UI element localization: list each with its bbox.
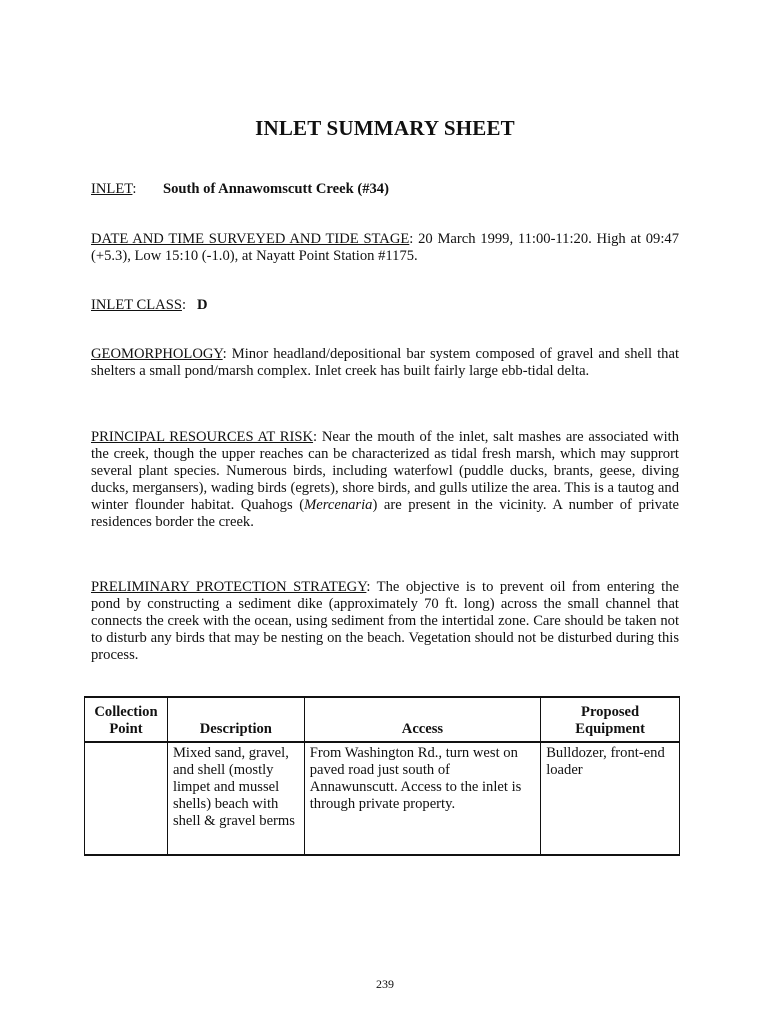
resources-paragraph <box>91 429 679 531</box>
cell-equipment: Bulldozer, front-end loader <box>541 742 680 855</box>
table-header-row <box>85 697 680 742</box>
page-title: INLET SUMMARY SHEET <box>255 116 515 140</box>
resources-species-name: Mercenaria <box>304 497 373 513</box>
inlet-class-line <box>91 297 679 314</box>
inlet-label: INLET <box>91 181 133 197</box>
header-access: Access <box>304 697 540 742</box>
page-number: 239 <box>376 977 394 991</box>
strategy-text: : The objective is to prevent oil from entering the pond by constructing a sediment dike (approximately 70 ft. long) across the small channel that connects the creek with the ocean, using sediment from the intertidal zone. Care should be taken not to disturb any birds that may be nesting on the beach. Vegetation should not be disturbed during this process. <box>91 579 679 663</box>
cell-access: From Washington Rd., turn west on paved road just south of Annawunscutt. Access to the inlet is through private property. <box>304 742 540 855</box>
resources-text-before: : Near the mouth of the inlet, salt mashes are associated with the creek, though the upper reaches can be characterized as tidal fresh marsh, which may supprort several plant species. Numerous birds, including waterfowl (puddle ducks, brants, geese, diving ducks, mergansers), wading birds (egrets), shore birds, and gulls utilize the area. This is a tautog and winter flounder habitat. Quahogs ( <box>91 429 679 513</box>
collection-table <box>84 696 680 856</box>
strategy-paragraph <box>91 579 679 664</box>
inlet-class-value: D <box>196 297 208 313</box>
geomorphology-text: : Minor headland/depositional bar system composed of gravel and shell that shelters a small pond/marsh complex. Inlet creek has built fairly large ebb-tidal delta. <box>91 346 679 379</box>
inlet-separator: : <box>132 181 137 197</box>
date-text: : 20 March 1999, 11:00-11:20. High at 09:47 (+5.3), Low 15:10 (-1.0), at Nayatt Point Station #1175. <box>91 231 679 264</box>
header-equipment: Proposed Equipment <box>541 697 680 742</box>
date-paragraph <box>91 231 679 265</box>
geomorphology-label: GEOMORPHOLOGY <box>91 346 223 362</box>
header-description: Description <box>167 697 304 742</box>
cell-collection-point <box>85 742 168 855</box>
geomorphology-paragraph <box>91 346 679 380</box>
table-row <box>85 742 680 855</box>
resources-text-after: ) are present in the vicinity. A number of private residences border the creek. <box>91 497 679 530</box>
cell-description: Mixed sand, gravel, and shell (mostly limpet and mussel shells) beach with shell & gravel berms <box>167 742 304 855</box>
strategy-label: PRELIMINARY PROTECTION STRATEGY <box>91 579 367 595</box>
inlet-name: South of Annawomscutt Creek (#34) <box>163 181 389 197</box>
resources-label: PRINCIPAL RESOURCES AT RISK <box>91 429 314 445</box>
date-label: DATE AND TIME SURVEYED AND TIDE STAGE <box>91 231 410 247</box>
header-collection-point: Collection Point <box>85 697 168 742</box>
inlet-class-separator: : <box>181 297 197 313</box>
inlet-class-label: INLET CLASS <box>91 297 182 313</box>
